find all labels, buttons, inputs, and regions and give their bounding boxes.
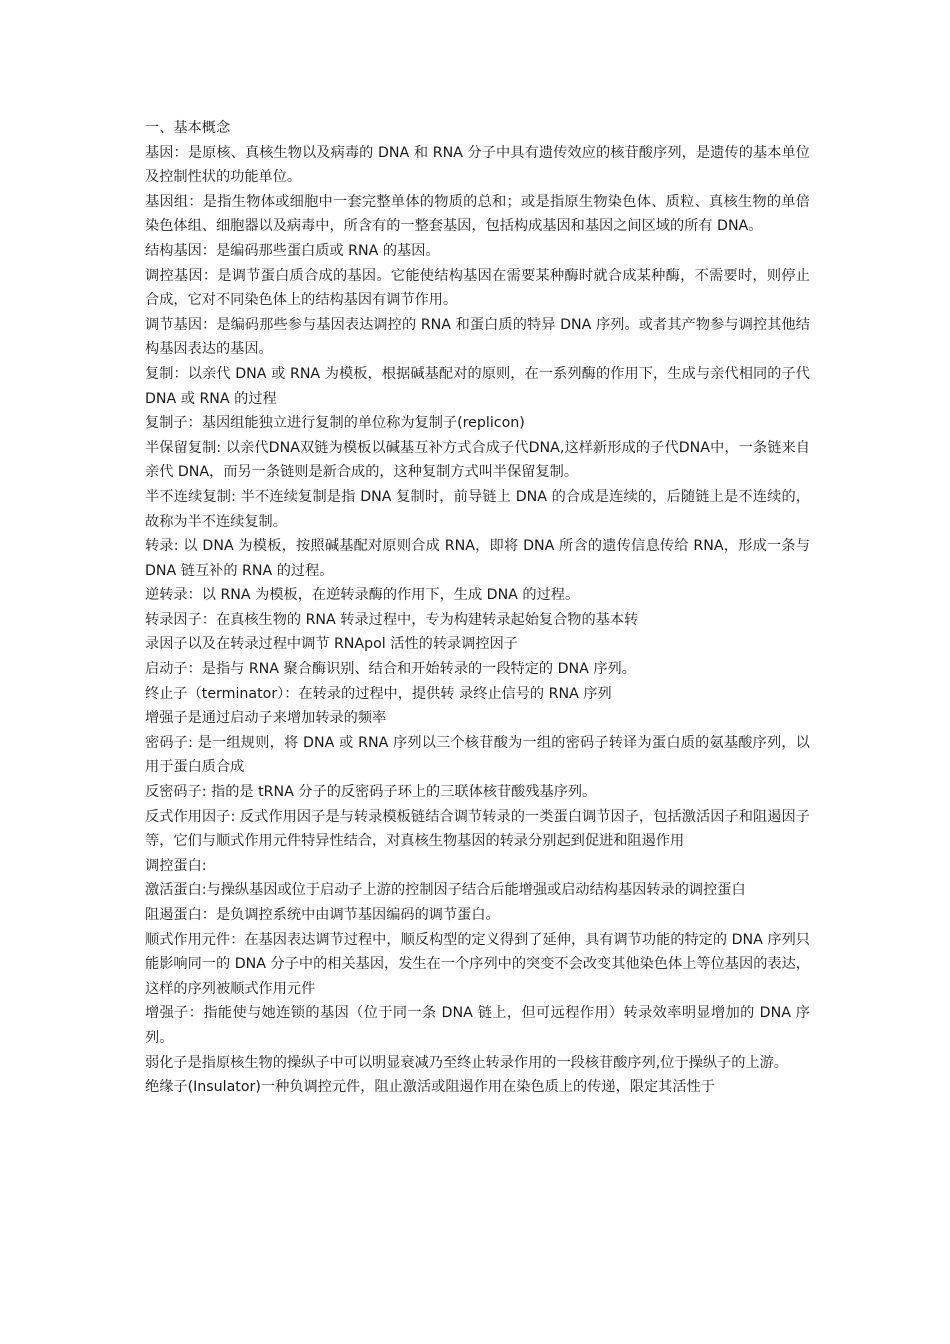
paragraph: 基因：是原核、真核生物以及病毒的 DNA 和 RNA 分子中具有遗传效应的核苷酸序列，是遗传的基本单位及控制性状的功能单位。: [145, 144, 810, 186]
paragraph: 增强子是通过启动子来增加转录的频率: [145, 710, 387, 727]
paragraph: 启动子：是指与 RNA 聚合酶识别、结合和开始转录的一段特定的 DNA 序列。: [145, 661, 636, 678]
paragraph: 基因组：是指生物体或细胞中一套完整单体的物质的总和；或是指原生物染色体、质粒、真核生物的单倍染色体组、细胞器以及病毒中，所含有的一整套基因，包括构成基因和基因之间区域的所有 DNA。: [145, 193, 810, 235]
paragraph: 激活蛋白:与操纵基因或位于启动子上游的控制因子结合后能增强或启动结构基因转录的调控蛋白: [145, 882, 746, 899]
section-heading: 一、基本概念: [145, 120, 231, 136]
paragraph: 增强子：指能使与她连锁的基因（位于同一条 DNA 链上，但可远程作用）转录效率明显增加的 DNA 序列。: [145, 1005, 810, 1046]
paragraph: 反密码子: 指的是 tRNA 分子的反密码子环上的三联体核苷酸残基序列。: [145, 784, 597, 801]
paragraph: 终止子（terminator）：在转录的过程中，提供转 录终止信号的 RNA 序列: [145, 685, 612, 702]
paragraph: 逆转录：以 RNA 为模板，在逆转录酶的作用下，生成 DNA 的过程。: [145, 587, 580, 604]
paragraph: 结构基因：是编码那些蛋白质或 RNA 的基因。: [145, 242, 440, 259]
paragraph: 半保留复制: 以亲代DNA双链为模板以碱基互补方式合成子代DNA,这样新形成的子代DNA中，一条链来自亲代 DNA，而另一条链则是新合成的，这种复制方式叫半保留复制。: [145, 439, 810, 481]
paragraph: 调控蛋白:: [145, 857, 207, 874]
paragraph: 转录因子：在真核生物的 RNA 转录过程中，专为构建转录起始复合物的基本转: [145, 611, 639, 628]
paragraph: 顺式作用元件：在基因表达调节过程中，顺反构型的定义得到了延伸，具有调节功能的特定的 DNA 序列只能影响同一的 DNA 分子中的相关基因，发生在一个序列中的突变不会改变其他染色体上等位基因的表达，这样的序列被顺式作用元件: [145, 931, 810, 997]
paragraph: 调控基因：是调节蛋白质合成的基因。它能使结构基因在需要某种酶时就合成某种酶，不需要时，则停止合成，它对不同染色体上的结构基因有调节作用。: [145, 267, 810, 309]
paragraph: 复制：以亲代 DNA 或 RNA 为模板，根据碱基配对的原则，在一系列酶的作用下，生成与亲代相同的子代 DNA 或 RNA 的过程: [145, 365, 810, 407]
paragraph: 录因子以及在转录过程中调节 RNApol 活性的转录调控因子: [145, 636, 518, 653]
paragraph: 反式作用因子: 反式作用因子是与转录模板链结合调节转录的一类蛋白调节因子，包括激活因子和阻遏因子等，它们与顺式作用元件特异性结合，对真核生物基因的转录分别起到促进和阻遏作用: [145, 808, 810, 850]
document-body: [145, 141, 810, 1100]
paragraph: 复制子：基因组能独立进行复制的单位称为复制子(replicon): [145, 415, 525, 432]
paragraph: 调节基因：是编码那些参与基因表达调控的 RNA 和蛋白质的特异 DNA 序列。或者其产物参与调控其他结构基因表达的基因。: [145, 316, 810, 358]
paragraph: 密码子: 是一组规则，将 DNA 或 RNA 序列以三个核苷酸为一组的密码子转译为蛋白质的氨基酸序列，以用于蛋白质合成: [145, 734, 810, 776]
paragraph: 转录: 以 DNA 为模板，按照碱基配对原则合成 RNA，即将 DNA 所含的遗传信息传给 RNA，形成一条与 DNA 链互补的 RNA 的过程。: [145, 538, 810, 579]
paragraph: 阻遏蛋白：是负调控系统中由调节基因编码的调节蛋白。: [145, 907, 500, 923]
paragraph: 半不连续复制: 半不连续复制是指 DNA 复制时，前导链上 DNA 的合成是连续的，后随链上是不连续的，故称为半不连续复制。: [145, 488, 810, 530]
paragraph: 绝缘子(Insulator)一种负调控元件，阻止激活或阻遏作用在染色质上的传递，限定其活性于: [145, 1079, 715, 1096]
paragraph: 弱化子是指原核生物的操纵子中可以明显衰减乃至终止转录作用的一段核苷酸序列,位于操纵子的上游。: [145, 1054, 788, 1071]
document-page: [145, 116, 810, 1100]
